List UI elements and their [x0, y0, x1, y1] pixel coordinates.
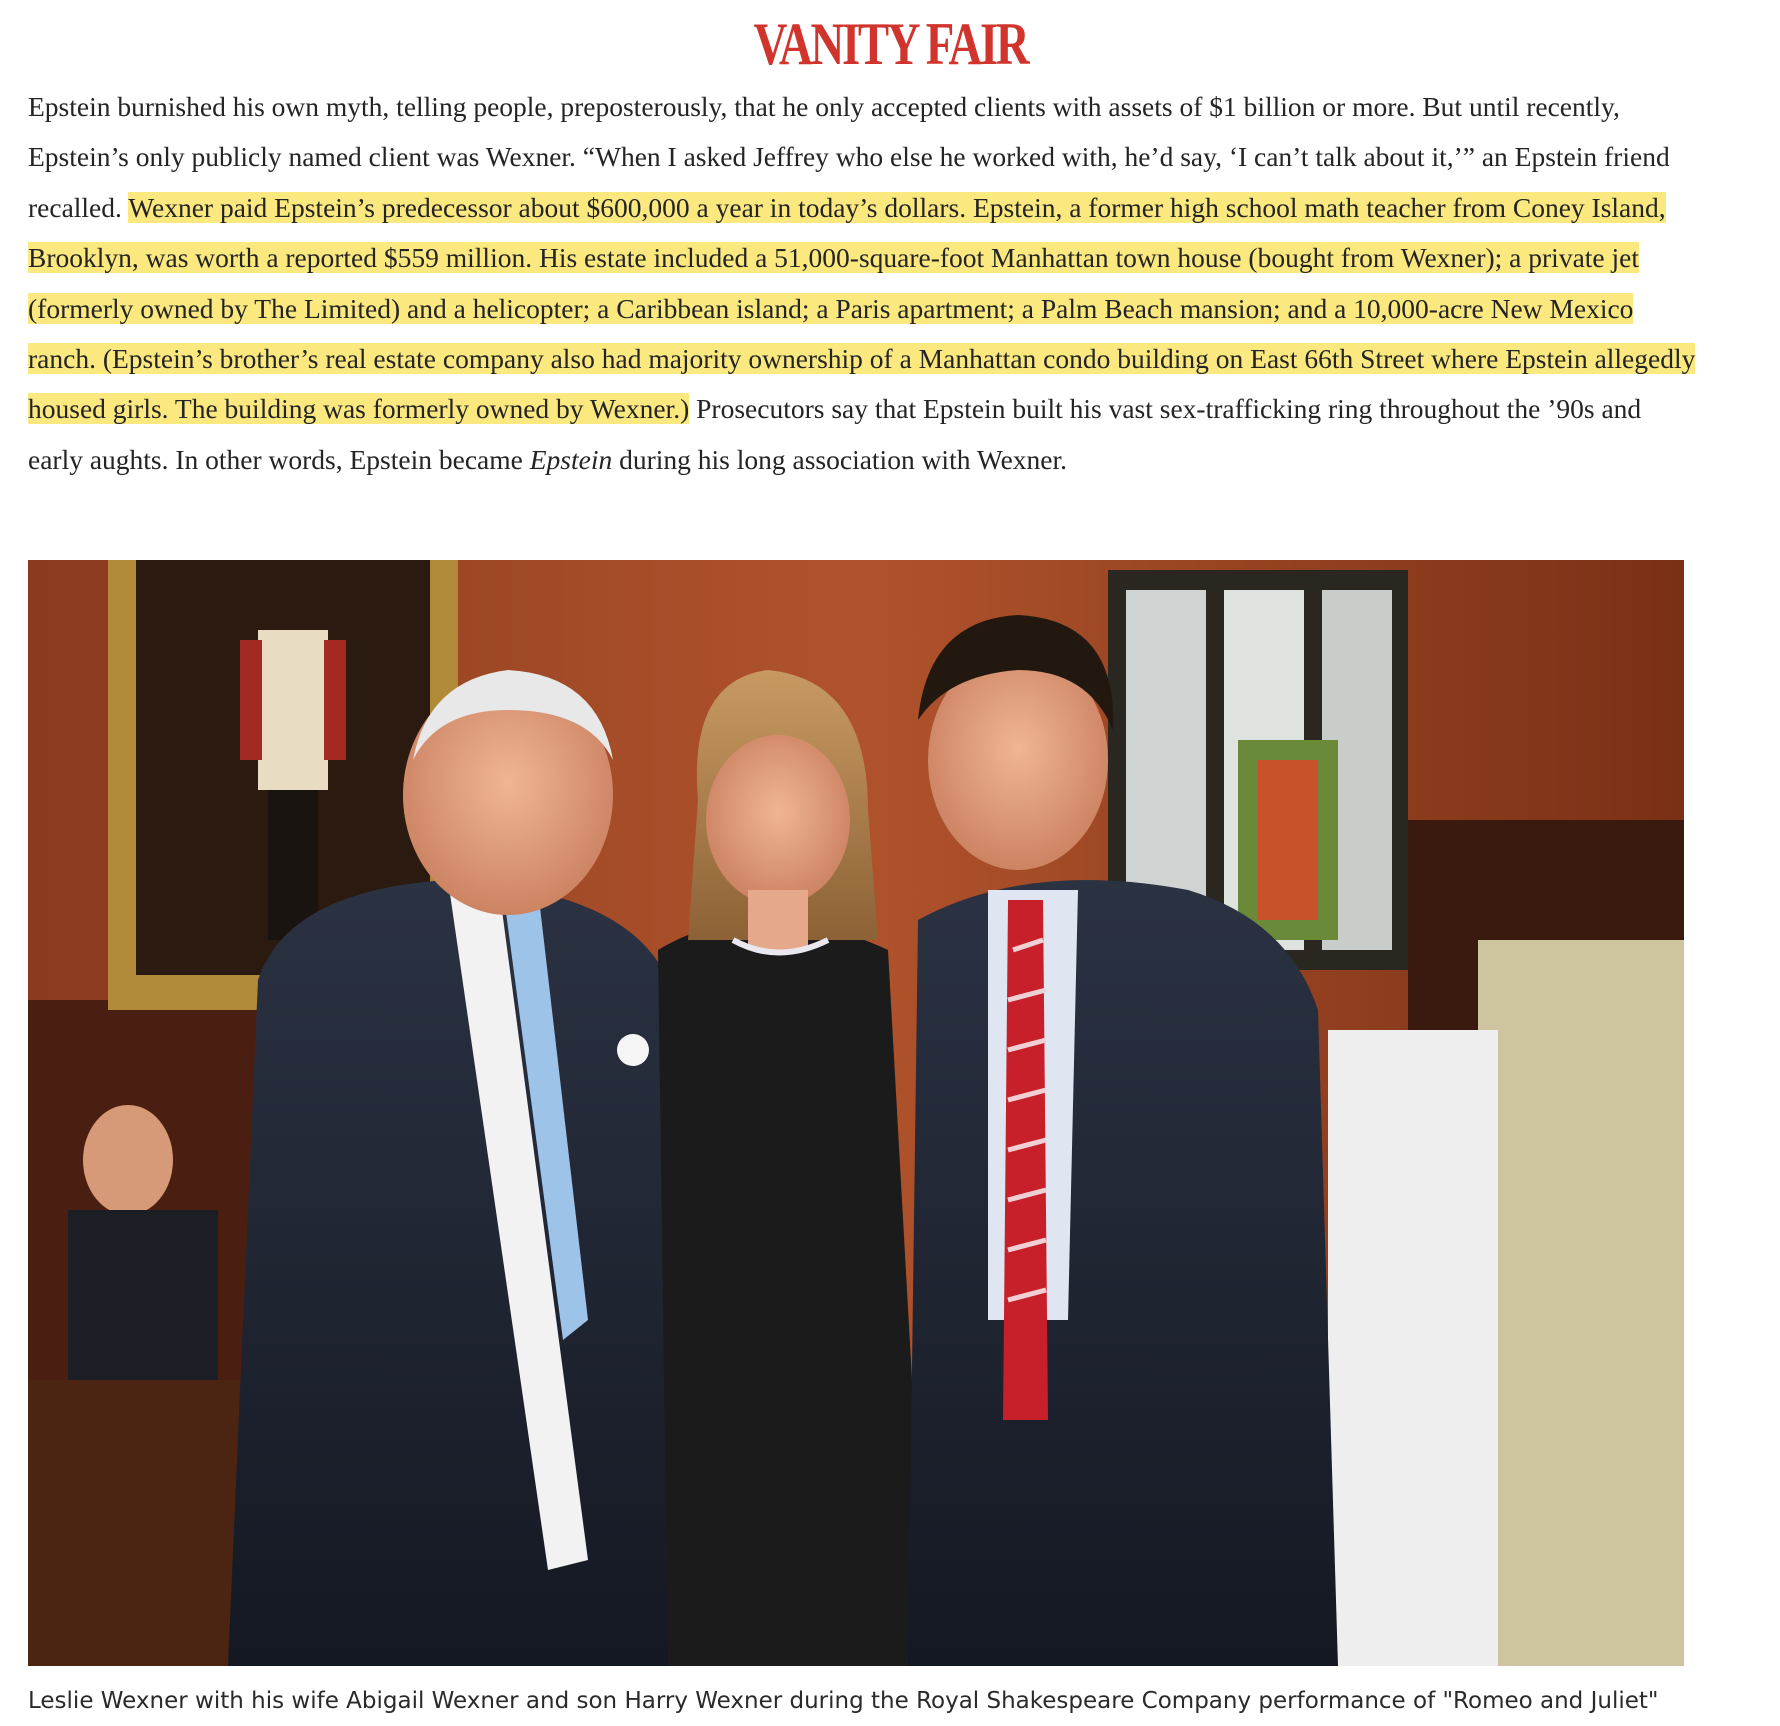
italic-name: Epstein: [529, 443, 613, 475]
masthead: [0, 11, 1780, 77]
photo-illustration: [28, 560, 1684, 1666]
article-photo[interactable]: [28, 560, 1684, 1666]
article-text: Prosecutors say that Epstein built his vast sex-trafficking ring throughout the ’90s and early aughts. In other words, Epstein became: [28, 393, 1642, 475]
article-paragraph: [28, 82, 1700, 485]
article-text: Epstein burnished his own myth, telling people, preposterously, that he only accepted clients with assets of $1 billion or more. But until recently, Epstein’s only publicly named client was Wexner. “When I asked Jeffrey who else he worked with, he’d say, ‘I can’t talk about it,’” an Epstein friend recalled.: [28, 91, 1670, 223]
vanity-fair-logo[interactable]: VANITY FAIR: [753, 11, 1027, 77]
article-text: during his long association with Wexner.: [612, 443, 1068, 475]
photo-caption: Leslie Wexner with his wife Abigail Wexner and son Harry Wexner during the Royal Shakespeare Company performance of "Romeo and Juliet": [28, 1688, 1659, 1714]
guest-suit-right: [1478, 940, 1684, 1666]
highlighted-text[interactable]: Wexner paid Epstein’s predecessor about $600,000 a year in today’s dollars. Epstein, a former high school math teacher from Coney Island, Brooklyn, was worth a reported $559 million. His estate included a 51,000-square-foot Manhattan town house (bought from Wexner); a private jet (formerly owned by The Limited) and a helicopter; a Caribbean island; a Paris apartment; a Palm Beach mansion; and a 10,000-acre New Mexico ranch. (Epstein’s brother’s real estate company also had majority ownership of a Manhattan condo building on East 66th Street where Epstein allegedly housed girls. The building was formerly owned by Wexner.): [28, 191, 1696, 425]
guest-face-left: [83, 1105, 173, 1215]
guest-white-shirt: [1328, 1030, 1498, 1666]
